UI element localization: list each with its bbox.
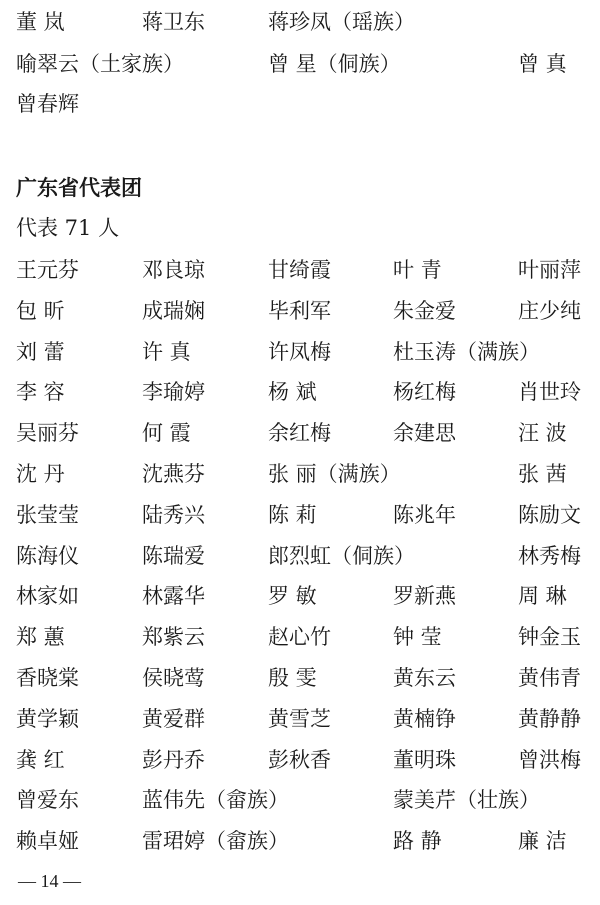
delegate-name: 罗新燕 bbox=[393, 584, 456, 609]
prev-row-2 bbox=[0, 44, 600, 84]
delegate-name: 沈 丹 bbox=[16, 462, 65, 486]
delegate-name: 路 静 bbox=[393, 829, 442, 854]
delegate-name: 侯晓莺 bbox=[142, 666, 205, 690]
delegate-count: 代表 71 人 bbox=[16, 216, 120, 240]
delegate-name: 赖卓娅 bbox=[16, 829, 79, 854]
table-row bbox=[0, 413, 600, 453]
table-row bbox=[0, 372, 600, 412]
delegate-name: 喻翠云（土家族） bbox=[16, 52, 184, 76]
delegate-name: 雷珺婷（畲族） bbox=[142, 829, 289, 854]
delegate-name: 郎烈虹（侗族） bbox=[268, 543, 415, 568]
delegate-name: 黄伟青 bbox=[518, 666, 581, 690]
delegate-name: 赵心竹 bbox=[268, 625, 331, 650]
delegate-name: 蒙美芹（壮族） bbox=[393, 788, 540, 813]
delegate-name: 郑 蕙 bbox=[16, 625, 65, 650]
delegate-name: 林秀梅 bbox=[518, 543, 581, 568]
delegate-name: 黄楠铮 bbox=[393, 706, 456, 731]
delegate-name: 蒋珍凤（瑶族） bbox=[268, 10, 415, 34]
delegate-name: 黄爱群 bbox=[142, 706, 205, 731]
delegate-name: 曾 真 bbox=[518, 52, 567, 76]
table-row bbox=[0, 536, 600, 576]
delegate-name: 黄静静 bbox=[518, 706, 581, 731]
delegate-name: 张 丽（满族） bbox=[268, 462, 401, 486]
delegate-name: 郑紫云 bbox=[142, 625, 205, 650]
delegate-name: 香晓棠 bbox=[16, 666, 79, 690]
delegate-name: 毕利军 bbox=[268, 298, 331, 323]
delegate-name: 李 容 bbox=[16, 380, 65, 405]
delegate-name: 邓良琼 bbox=[142, 258, 205, 282]
table-row bbox=[0, 617, 600, 657]
delegate-name: 成瑞娴 bbox=[142, 298, 205, 323]
delegate-name: 钟金玉 bbox=[518, 625, 581, 650]
delegate-name: 林家如 bbox=[16, 584, 79, 609]
section-title: 广东省代表团 bbox=[16, 176, 142, 200]
delegate-name: 王元芬 bbox=[16, 258, 79, 282]
delegate-name: 黄雪芝 bbox=[268, 706, 331, 731]
delegate-name: 沈燕芬 bbox=[142, 462, 205, 486]
delegate-name: 叶丽萍 bbox=[518, 258, 581, 282]
delegate-name: 董明珠 bbox=[393, 747, 456, 772]
table-row bbox=[0, 332, 600, 372]
delegate-name: 林露华 bbox=[142, 584, 205, 609]
delegate-name: 曾 星（侗族） bbox=[268, 52, 401, 76]
delegate-name: 黄东云 bbox=[393, 666, 456, 690]
delegate-name: 曾春辉 bbox=[16, 92, 79, 116]
delegate-name: 朱金爱 bbox=[393, 298, 456, 323]
delegate-name: 彭丹乔 bbox=[142, 747, 205, 772]
delegate-name: 廉 洁 bbox=[518, 829, 567, 854]
page-number: — 14 — bbox=[18, 871, 81, 891]
delegate-name: 董 岚 bbox=[16, 10, 65, 34]
table-row bbox=[0, 699, 600, 739]
delegate-name: 钟 莹 bbox=[393, 625, 442, 650]
delegate-name: 李瑜婷 bbox=[142, 380, 205, 405]
delegate-name: 龚 红 bbox=[16, 747, 65, 772]
delegate-name: 张莹莹 bbox=[16, 502, 79, 527]
delegate-name: 余红梅 bbox=[268, 421, 331, 446]
delegate-name: 罗 敏 bbox=[268, 584, 317, 609]
delegate-name: 陈励文 bbox=[518, 502, 581, 527]
prev-row-1 bbox=[0, 2, 600, 42]
delegate-name: 甘绮霞 bbox=[268, 258, 331, 282]
delegate-name: 陈瑞爱 bbox=[142, 543, 205, 568]
delegate-name: 叶 青 bbox=[393, 258, 442, 282]
delegate-name: 杨 斌 bbox=[268, 380, 317, 405]
delegate-name: 周 琳 bbox=[518, 584, 567, 609]
table-row bbox=[0, 576, 600, 616]
delegate-name: 余建思 bbox=[393, 421, 456, 446]
table-row bbox=[0, 291, 600, 331]
delegate-name: 刘 蕾 bbox=[16, 339, 65, 364]
table-row bbox=[0, 495, 600, 535]
delegate-name: 杨红梅 bbox=[393, 380, 456, 405]
delegate-name: 彭秋香 bbox=[268, 747, 331, 772]
delegate-name: 曾洪梅 bbox=[518, 747, 581, 772]
delegate-name: 陈 莉 bbox=[268, 502, 317, 527]
delegate-name: 黄学颖 bbox=[16, 706, 79, 731]
delegate-name: 肖世玲 bbox=[518, 380, 581, 405]
table-row bbox=[0, 658, 600, 698]
delegate-name: 庄少纯 bbox=[518, 298, 581, 323]
delegate-name: 杜玉涛（满族） bbox=[393, 339, 540, 364]
delegate-name: 张 茜 bbox=[518, 462, 567, 486]
delegate-name: 许凤梅 bbox=[268, 339, 331, 364]
table-row bbox=[0, 780, 600, 820]
delegate-name: 许 真 bbox=[142, 339, 191, 364]
delegate-name: 汪 波 bbox=[518, 421, 567, 446]
prev-row-3 bbox=[0, 84, 600, 124]
delegate-name: 陆秀兴 bbox=[142, 502, 205, 527]
delegate-name: 吴丽芬 bbox=[16, 421, 79, 446]
delegate-name: 蒋卫东 bbox=[142, 10, 205, 34]
delegate-name: 陈海仪 bbox=[16, 543, 79, 568]
delegate-name: 曾爱东 bbox=[16, 788, 79, 813]
table-row bbox=[0, 250, 600, 290]
delegate-name: 殷 雯 bbox=[268, 666, 317, 690]
delegate-name: 包 昕 bbox=[16, 298, 65, 323]
delegate-name: 何 霞 bbox=[142, 421, 191, 446]
table-row bbox=[0, 821, 600, 861]
delegate-name: 蓝伟先（畲族） bbox=[142, 788, 289, 813]
delegate-name: 陈兆年 bbox=[393, 502, 456, 527]
table-row bbox=[0, 740, 600, 780]
table-row bbox=[0, 454, 600, 494]
